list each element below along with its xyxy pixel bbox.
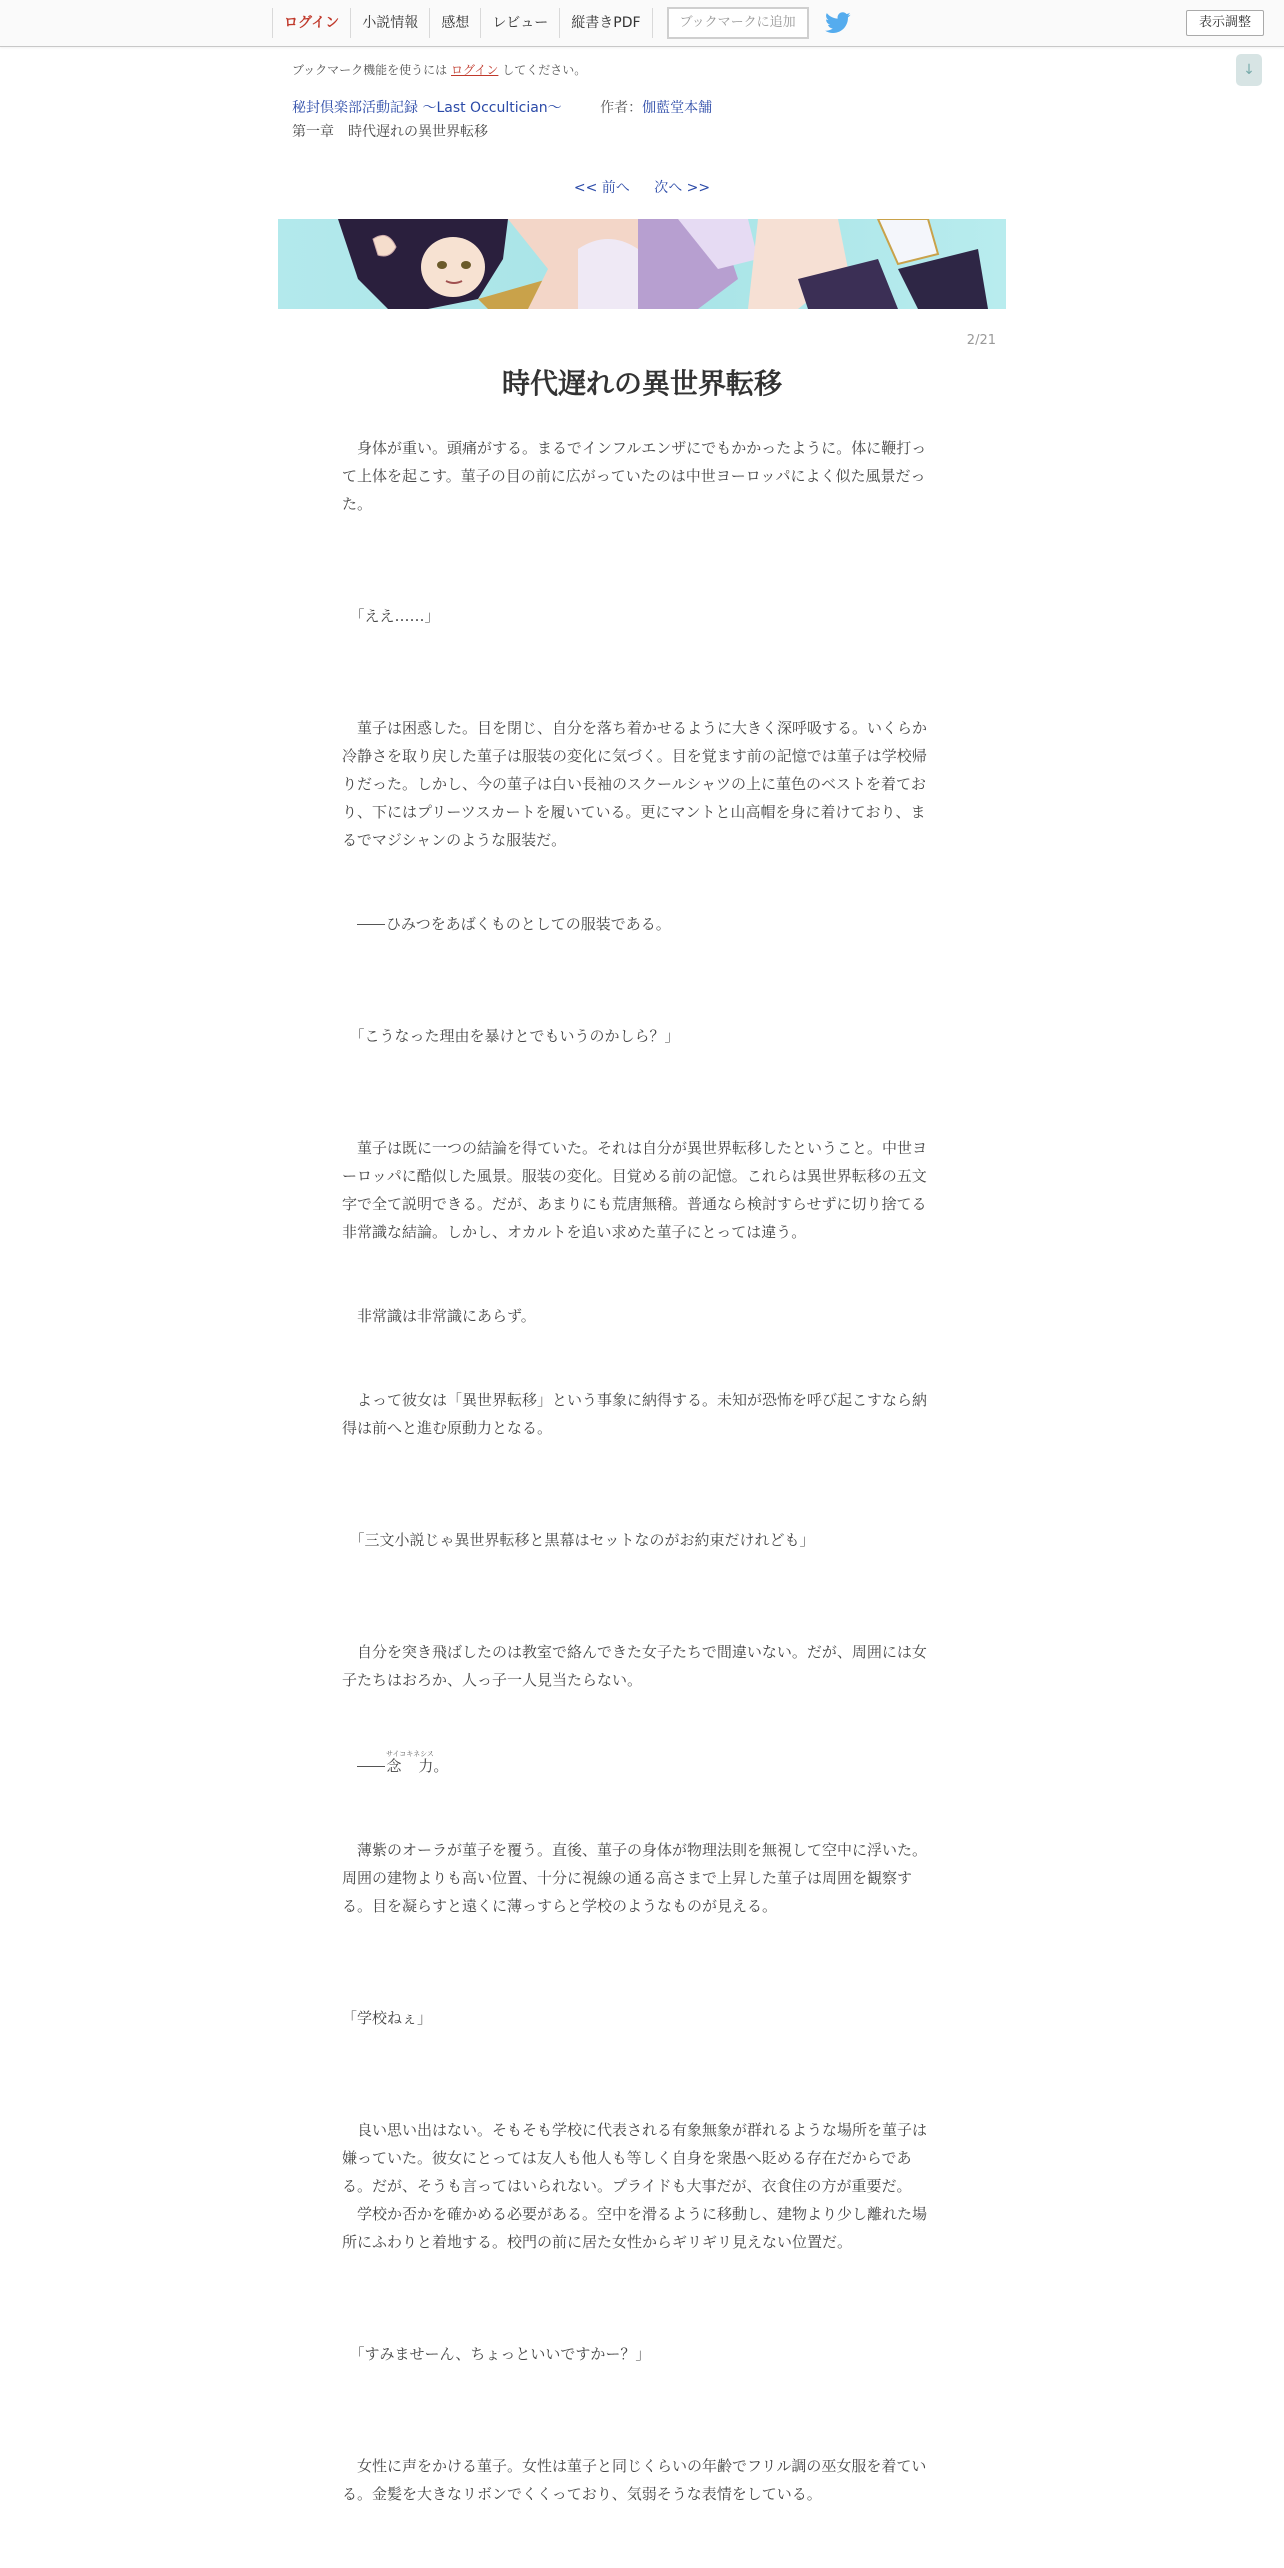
paragraph-text: ひみつをあばくものとしての服装である。	[386, 915, 671, 933]
paragraph: 「こうなった理由を暴けとでもいうのかしら？」	[342, 1027, 680, 1045]
paragraph: よって彼女は「異世界転移」という事象に納得する。未知が恐怖を呼び起こすなら納得は前へと進む原動力となる。	[342, 1391, 928, 1437]
banner-illustration	[278, 219, 1006, 309]
series-row	[292, 97, 712, 117]
paragraph: 菫子は既に一つの結論を得ていた。それは自分が異世界転移したということ。中世ヨーロッパに酷似した風景。服装の変化。目覚める前の記憶。これらは異世界転移の五文字で全て説明できる。だが、あまりにも荒唐無稽。普通なら検討すらせずに切り捨てる非常識な結論。しかし、オカルトを追い求めた菫子にとっては違う。	[342, 1139, 928, 1241]
scroll-down-button[interactable]: ↓	[1236, 54, 1262, 86]
next-page-link[interactable]: 次へ >>	[654, 180, 711, 196]
em-dash	[357, 1766, 385, 1767]
add-bookmark-button[interactable]: ブックマークに追加	[667, 7, 809, 39]
paragraph: 学校か否かを確かめる必要がある。空中を滑るように移動し、建物より少し離れた場所にふわりと着地する。校門の前に居た女性からギリギリ見えない位置だ。	[342, 2205, 928, 2251]
paragraph: 女性に声をかける菫子。女性は菫子と同じくらいの年齢でフリル調の巫女服を着ている。金髪を大きなリボンでくくっており、気弱そうな表情をしている。	[342, 2457, 927, 2503]
nav-login-link[interactable]: ログイン	[272, 8, 350, 38]
author-label: 作者：	[600, 100, 643, 116]
bookmark-notice	[292, 61, 586, 78]
paragraph: 菫子は困惑した。目を閉じ、自分を落ち着かせるように大きく深呼吸する。いくらか冷静さを取り戻した菫子は服装の変化に気づく。目を覚ます前の記憶では菫子は学校帰りだった。しかし、今の菫子は白い長袖のスクールシャツの上に菫色のベストを着ており、下にはプリーツスカートを履いている。更にマントと山高帽を身に着けており、まるでマジシャンのような服装だ。	[342, 719, 928, 849]
paragraph	[342, 910, 936, 938]
episode-title: 時代遅れの異世界転移	[501, 367, 782, 400]
pager-top	[0, 177, 1284, 197]
paragraph: 薄紫のオーラが菫子を覆う。直後、菫子の身体が物理法則を無視して空中に浮いた。周囲の建物よりも高い位置、十分に視線の通る高さまで上昇した菫子は周囲を観察する。目を凝らすと遠くに薄っすらと学校のようなものが見える。	[342, 1841, 928, 1915]
series-title-link[interactable]: 秘封倶楽部活動記録 ～Last Occultician～	[292, 100, 562, 116]
author-link[interactable]: 伽藍堂本舗	[642, 100, 713, 116]
paragraph: 非常識は非常識にあらず。	[342, 1307, 536, 1325]
nav-impressions-link[interactable]: 感想	[429, 8, 480, 38]
banner-artwork	[278, 219, 1006, 309]
paragraph-text: 。	[433, 1757, 449, 1775]
display-settings-button[interactable]: 表示調整	[1186, 10, 1264, 36]
paragraph: 良い思い出はない。そもそも学校に代表される有象無象が群れるような場所を菫子は嫌っていた。彼女にとっては友人も他人も等しく自身を衆愚へ貶める存在だからである。だが、そうも言ってはいられない。プライドも大事だが、衣食住の方が重要だ。	[342, 2121, 928, 2195]
ruby-annotation: サイコキネシス	[386, 1750, 434, 1758]
ruby-base: 念 力	[386, 1757, 434, 1775]
paragraph	[342, 1750, 936, 1780]
prev-page-link[interactable]: << 前へ	[573, 180, 630, 196]
nav-vertical-pdf-link[interactable]: 縦書きPDF	[559, 8, 652, 38]
novel-body	[342, 434, 936, 2508]
bookmark-login-link[interactable]: ログイン	[451, 63, 499, 77]
paragraph: 自分を突き飛ばしたのは教室で絡んできた女子たちで間違いない。だが、周囲には女子たちはおろか、人っ子一人見当たらない。	[342, 1643, 927, 1689]
paragraph: 身体が重い。頭痛がする。まるでインフルエンザにでもかかったように。体に鞭打って上体を起こす。菫子の目の前に広がっていたのは中世ヨーロッパによく似た風景だった。	[342, 439, 927, 513]
em-dash	[357, 924, 385, 925]
bookmark-notice-suffix: してください。	[502, 63, 587, 77]
top-nav-bar	[0, 0, 1284, 47]
nav-menu	[272, 0, 851, 46]
nav-review-link[interactable]: レビュー	[480, 8, 559, 38]
chapter-title: 第一章 時代遅れの異世界転移	[292, 124, 488, 140]
paragraph: 「三文小説じゃ異世界転移と黒幕はセットなのがお約束だけれども」	[342, 1531, 815, 1549]
nav-novel-info-link[interactable]: 小説情報	[350, 8, 429, 38]
twitter-bird-icon[interactable]	[825, 12, 851, 34]
bookmark-notice-text: ブックマーク機能を使うには	[292, 63, 448, 77]
paragraph: 「ええ……」	[342, 607, 440, 625]
paragraph: 「すみませーん、ちょっといいですかー？」	[342, 2345, 651, 2363]
ruby-text	[386, 1750, 434, 1775]
paragraph: 「学校ねぇ」	[342, 2009, 433, 2027]
episode-counter: 2/21	[966, 333, 996, 348]
